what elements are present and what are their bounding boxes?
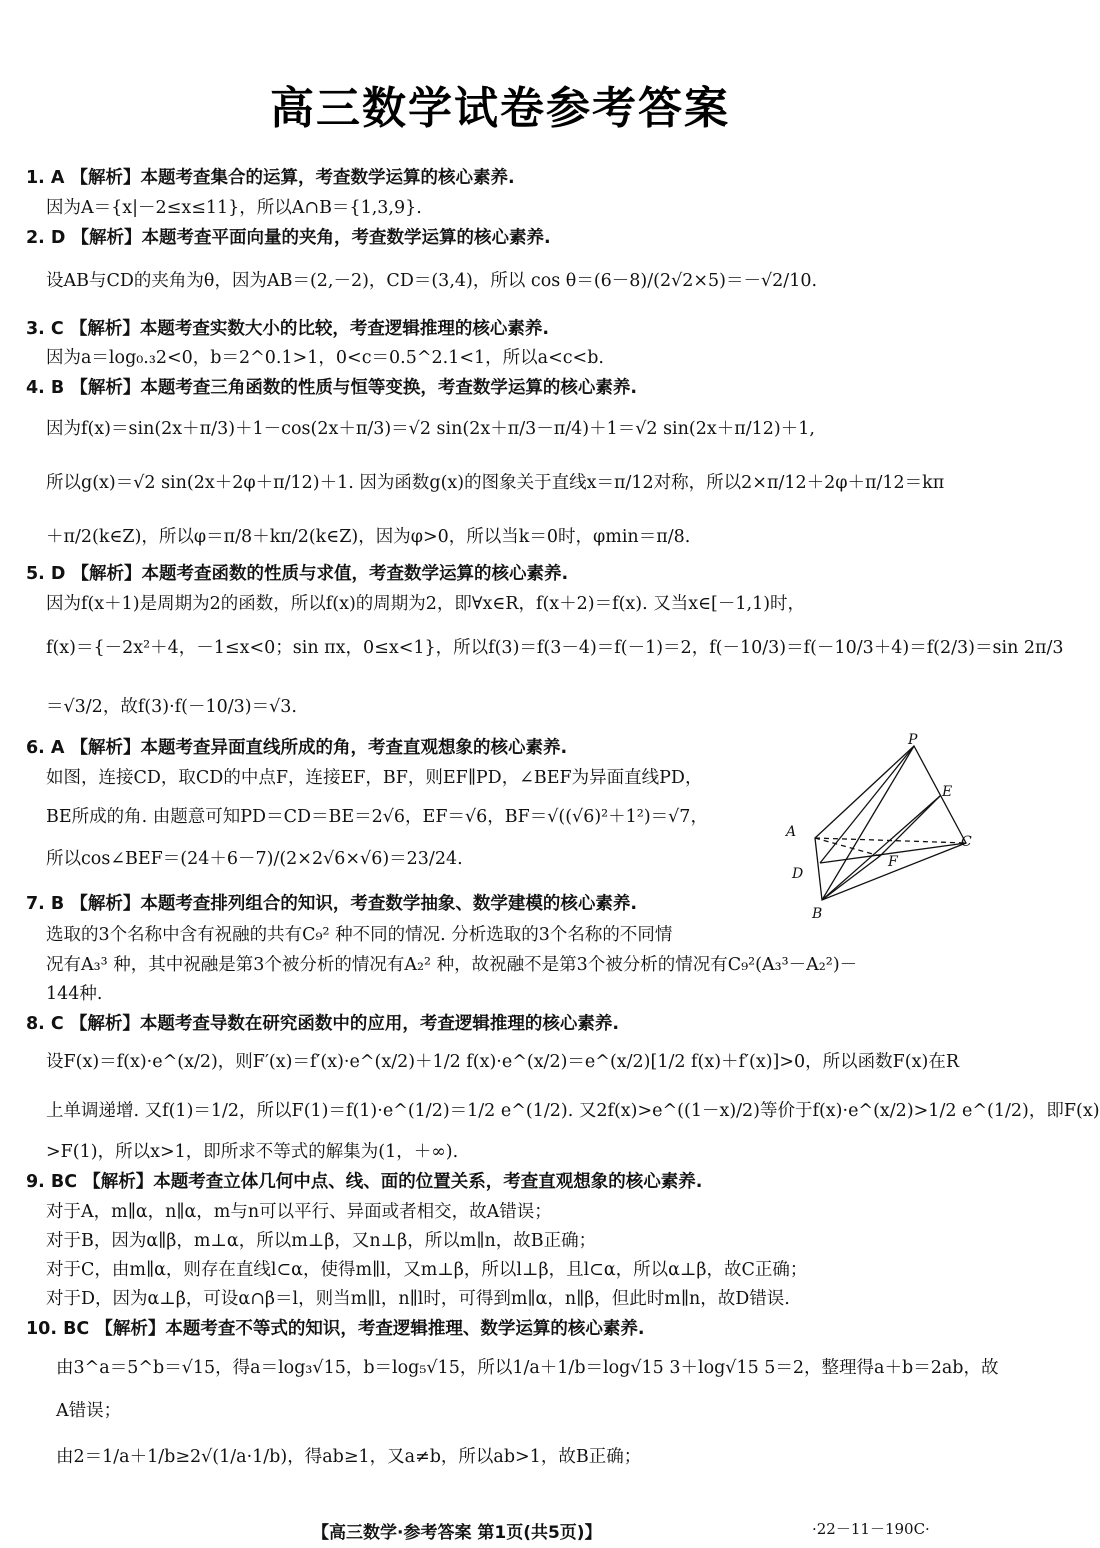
edge-EF <box>880 796 940 856</box>
answer-7-body-3: 144种. <box>46 984 103 1004</box>
answer-5-body-1: 因为f(x＋1)是周期为2的函数，所以f(x)的周期为2，即∀x∈R，f(x＋2)＝f(x). 又当x∈[－1,1)时， <box>46 594 806 614</box>
answer-9-header: 9. BC 【解析】本题考查立体几何中点、线、面的位置关系，考查直观想象的核心素养. <box>26 1172 703 1192</box>
answer-4-body-2: 所以g(x)＝√2 sin(2x＋2φ＋π/12)＋1. 因为函数g(x)的图象关于直线x＝π/12对称，所以2×π/12＋2φ＋π/12＝kπ <box>46 473 945 493</box>
label-E: E <box>942 784 953 800</box>
answer-10-header: 10. BC 【解析】本题考查不等式的知识，考查逻辑推理、数学运算的核心素养. <box>26 1319 645 1339</box>
footer-center: 【高三数学·参考答案 第1页(共5页)】 <box>312 1523 602 1543</box>
answer-9-body-d: 对于D，因为α⊥β，可设α∩β＝l，则当m∥l，n∥l时，可得到m∥α，n∥β，但此时m∥n，故D错误. <box>46 1289 790 1309</box>
answer-7-body-2: 况有A₃³ 种，其中祝融是第3个被分析的情况有A₂² 种，故祝融不是第3个被分析的情况有C₉²(A₃³－A₂²)－ <box>46 955 858 975</box>
answer-5-body-3: ＝√3/2，故f(3)·f(－10/3)＝√3. <box>46 697 297 717</box>
answer-7-body-1: 选取的3个名称中含有祝融的共有C₉² 种不同的情况. 分析选取的3个名称的不同情 <box>46 925 673 945</box>
answer-10-body-1: 由3^a＝5^b＝√15，得a＝log₃√15，b＝log₅√15，所以1/a＋1/b＝log√15 3＋log√15 5＝2，整理得a＋b＝2ab，故 <box>56 1358 999 1378</box>
answer-6-body-1: 如图，连接CD，取CD的中点F，连接EF，BF，则EF∥PD，∠BEF为异面直线PD， <box>46 768 703 788</box>
answer-9-body-b: 对于B，因为α∥β，m⊥α，所以m⊥β，又n⊥β，所以m∥n，故B正确； <box>46 1231 597 1251</box>
answer-8-body-1: 设F(x)＝f(x)·e^(x/2)，则F′(x)＝f′(x)·e^(x/2)＋1/2 f(x)·e^(x/2)＝e^(x/2)[1/2 f(x)＋f′(x)]>0，所以函数F(x)在R <box>46 1052 959 1072</box>
answer-6-body-3: 所以cos∠BEF＝(24＋6－7)/(2×2√6×√6)＝23/24. <box>46 849 463 869</box>
answer-9-body-a: 对于A，m∥α，n∥α，m与n可以平行、异面或者相交，故A错误； <box>46 1202 552 1222</box>
answer-5-header: 5. D 【解析】本题考查函数的性质与求值，考查数学运算的核心素养. <box>26 564 569 584</box>
answer-6-header: 6. A 【解析】本题考查异面直线所成的角，考查直观想象的核心素养. <box>26 738 568 758</box>
figure-outline <box>815 746 966 900</box>
edge-AF <box>815 838 880 856</box>
answer-7-header: 7. B 【解析】本题考查排列组合的知识，考查数学抽象、数学建模的核心素养. <box>26 894 637 914</box>
answer-2-body: 设AB与CD的夹角为θ，因为AB＝(2,－2)，CD＝(3,4)，所以 cos θ＝(6－8)/(2√2×5)＝－√2/10. <box>46 271 818 291</box>
label-C: C <box>961 834 972 850</box>
geometry-figure <box>780 732 972 928</box>
answer-3-body: 因为a＝log₀.₃2<0，b＝2^0.1>1，0<c＝0.5^2.1<1，所以a<c<b. <box>46 348 604 368</box>
edge-BF <box>822 856 880 900</box>
answer-2-header: 2. D 【解析】本题考查平面向量的夹角，考查数学运算的核心素养. <box>26 228 551 248</box>
label-A: A <box>786 824 797 840</box>
answer-8-header: 8. C 【解析】本题考查导数在研究函数中的应用，考查逻辑推理的核心素养. <box>26 1014 619 1034</box>
answer-1-header: 1. A 【解析】本题考查集合的运算，考查数学运算的核心素养. <box>26 168 515 188</box>
answer-1-body: 因为A＝{x|－2≤x≤11}，所以A∩B＝{1,3,9}. <box>46 198 422 218</box>
label-D: D <box>792 866 804 882</box>
answer-4-header: 4. B 【解析】本题考查三角函数的性质与恒等变换，考查数学运算的核心素养. <box>26 378 637 398</box>
answer-10-body-2: A错误； <box>56 1401 122 1421</box>
answer-6-body-2: BE所成的角. 由题意可知PD＝CD＝BE＝2√6，EF＝√6，BF＝√((√6)²＋1²)＝√7， <box>46 807 708 827</box>
answer-3-header: 3. C 【解析】本题考查实数大小的比较，考查逻辑推理的核心素养. <box>26 319 549 339</box>
edge-PD <box>820 746 914 863</box>
answer-4-body-3: ＋π/2(k∈Z)，所以φ＝π/8＋kπ/2(k∈Z)，因为φ>0，所以当k＝0时，φmin＝π/8. <box>46 527 691 547</box>
edge-EB <box>822 796 940 900</box>
answer-9-body-c: 对于C，由m∥α，则存在直线l⊂α，使得m∥l，又m⊥β，所以l⊥β，且l⊂α，所以α⊥β，故C正确； <box>46 1260 808 1280</box>
answer-5-body-2: f(x)＝{－2x²＋4，－1≤x<0；sin πx，0≤x<1}，所以f(3)＝f(3－4)＝f(－1)＝2，f(－10/3)＝f(－10/3＋4)＝f(2/3)＝sin 2π/3 <box>46 638 1064 658</box>
answer-8-body-2: 上单调递增. 又f(1)＝1/2，所以F(1)＝f(1)·e^(1/2)＝1/2 e^(1/2). 又2f(x)>e^((1－x)/2)等价于f(x)·e^(x/2)>1/2 e^(1/2)，即F(x) <box>46 1101 1100 1121</box>
answer-8-body-3: >F(1)，所以x>1，即所求不等式的解集为(1，＋∞). <box>46 1142 459 1162</box>
label-B: B <box>812 906 823 922</box>
label-P: P <box>908 732 918 748</box>
label-F: F <box>888 854 898 870</box>
edge-PB <box>822 746 914 900</box>
footer-code: ·22－11－190C· <box>812 1520 930 1538</box>
answer-10-body-3: 由2＝1/a＋1/b≥2√(1/a·1/b)，得ab≥1，又a≠b，所以ab>1，故B正确； <box>56 1447 642 1467</box>
page-title: 高三数学试卷参考答案 <box>270 83 730 134</box>
answer-4-body-1: 因为f(x)＝sin(2x＋π/3)＋1－cos(2x＋π/3)＝√2 sin(2x＋π/3－π/4)＋1＝√2 sin(2x＋π/12)＋1, <box>46 419 815 439</box>
